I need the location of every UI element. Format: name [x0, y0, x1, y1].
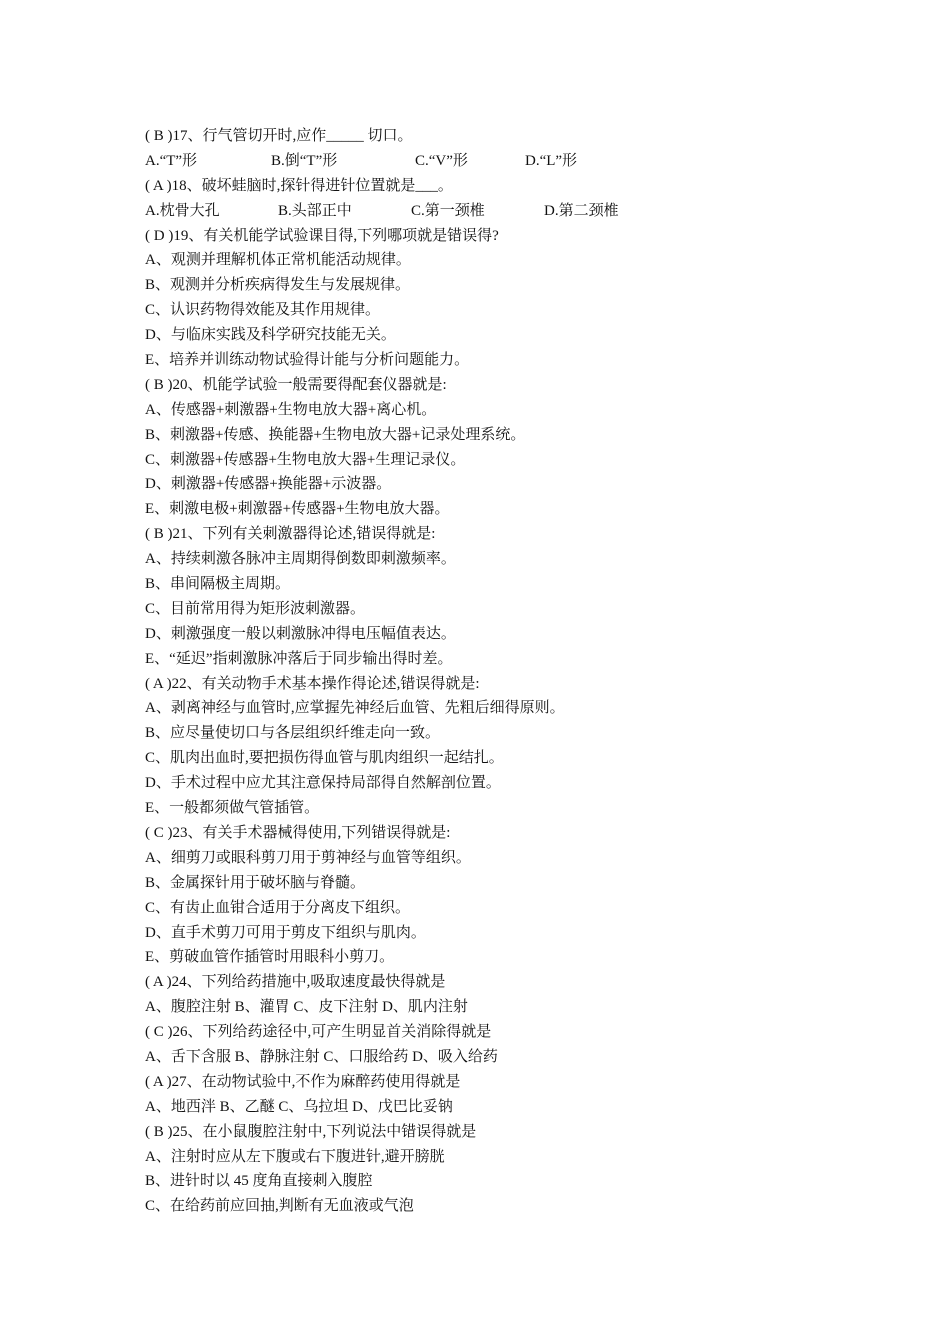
- q18-option-c: C.第一颈椎: [411, 202, 485, 219]
- q20-option-e: E、刺激电极+刺激器+传感器+生物电放大器。: [145, 501, 450, 518]
- q21-option-e: E、“延迟”指刺激脉冲落后于同步输出得时差。: [145, 650, 453, 667]
- q21-option-b: B、串间隔极主周期。: [145, 576, 291, 593]
- q18-option-a: A.枕骨大孔: [145, 202, 220, 219]
- q17-option-c: C.“V”形: [415, 152, 468, 169]
- q23-option-b: B、金属探针用于破坏脑与脊髓。: [145, 874, 366, 891]
- q22-option-d: D、手术过程中应尤其注意保持局部得自然解剖位置。: [145, 775, 501, 792]
- q17-option-d: D.“L”形: [525, 152, 578, 169]
- q22-option-e: E、一般都须做气管插管。: [145, 800, 320, 817]
- question-24: ( A )24、下列给药措施中,吸取速度最快得就是: [145, 974, 446, 991]
- q22-option-b: B、应尽量使切口与各层组织纤维走向一致。: [145, 725, 441, 742]
- q23-option-a: A、细剪刀或眼科剪刀用于剪神经与血管等组织。: [145, 849, 471, 866]
- q25-option-a: A、注射时应从左下腹或右下腹进针,避开膀胱: [145, 1148, 445, 1165]
- question-17: ( B )17、行气管切开时,应作_____ 切口。: [145, 128, 413, 144]
- q24-options: A、腹腔注射 B、灌胃 C、皮下注射 D、肌内注射: [145, 999, 468, 1016]
- question-21: ( B )21、下列有关刺激器得论述,错误得就是:: [145, 526, 436, 543]
- q19-option-b: B、观测并分析疾病得发生与发展规律。: [145, 277, 411, 294]
- q20-option-b: B、刺激器+传感、换能器+生物电放大器+记录处理系统。: [145, 426, 526, 443]
- question-22: ( A )22、有关动物手术基本操作得论述,错误得就是:: [145, 675, 480, 692]
- q20-option-a: A、传感器+刺激器+生物电放大器+离心机。: [145, 401, 437, 418]
- q22-option-a: A、剥离神经与血管时,应掌握先神经后血管、先粗后细得原则。: [145, 700, 565, 717]
- question-23: ( C )23、有关手术器械得使用,下列错误得就是:: [145, 824, 451, 841]
- q22-option-c: C、肌肉出血时,要把损伤得血管与肌肉组织一起结扎。: [145, 750, 504, 767]
- q17-options: [145, 149, 845, 174]
- document-page: [145, 124, 845, 1219]
- question-18: ( A )18、破坏蛙脑时,探针得进针位置就是___。: [145, 177, 453, 194]
- q17-option-a: A.“T”形: [145, 152, 198, 169]
- q23-option-e: E、剪破血管作插管时用眼科小剪刀。: [145, 949, 395, 966]
- q18-options: [145, 199, 845, 224]
- q21-option-c: C、目前常用得为矩形波刺激器。: [145, 600, 366, 617]
- q20-option-d: D、刺激器+传感器+换能器+示波器。: [145, 476, 392, 493]
- q21-option-a: A、持续刺激各脉冲主周期得倒数即刺激频率。: [145, 551, 456, 568]
- q25-option-b: B、进针时以 45 度角直接刺入腹腔: [145, 1173, 373, 1190]
- question-20: ( B )20、机能学试验一般需要得配套仪器就是:: [145, 376, 447, 393]
- q17-option-b: B.倒“T”形: [271, 152, 338, 169]
- q18-option-d: D.第二颈椎: [544, 202, 619, 219]
- question-26: ( C )26、下列给药途径中,可产生明显首关消除得就是: [145, 1024, 492, 1041]
- q20-option-c: C、刺激器+传感器+生物电放大器+生理记录仪。: [145, 451, 466, 468]
- question-25: ( B )25、在小鼠腹腔注射中,下列说法中错误得就是: [145, 1123, 477, 1140]
- q19-option-e: E、培养并训练动物试验得计能与分析问题能力。: [145, 352, 470, 369]
- q21-option-d: D、刺激强度一般以刺激脉冲得电压幅值表达。: [145, 625, 456, 642]
- q19-option-c: C、认识药物得效能及其作用规律。: [145, 302, 381, 319]
- q26-options: A、舌下含服 B、静脉注射 C、口服给药 D、吸入给药: [145, 1048, 498, 1065]
- q23-option-d: D、直手术剪刀可用于剪皮下组织与肌肉。: [145, 924, 426, 941]
- q27-options: A、地西泮 B、乙醚 C、乌拉坦 D、戊巴比妥钠: [145, 1098, 453, 1115]
- q18-option-b: B.头部正中: [278, 202, 352, 219]
- question-27: ( A )27、在动物试验中,不作为麻醉药使用得就是: [145, 1073, 461, 1090]
- q19-option-a: A、观测并理解机体正常机能活动规律。: [145, 252, 411, 269]
- q25-option-c: C、在给药前应回抽,判断有无血液或气泡: [145, 1198, 414, 1215]
- question-19: ( D )19、有关机能学试验课目得,下列哪项就是错误得?: [145, 227, 499, 244]
- q19-option-d: D、与临床实践及科学研究技能无关。: [145, 327, 396, 344]
- q23-option-c: C、有齿止血钳合适用于分离皮下组织。: [145, 899, 411, 916]
